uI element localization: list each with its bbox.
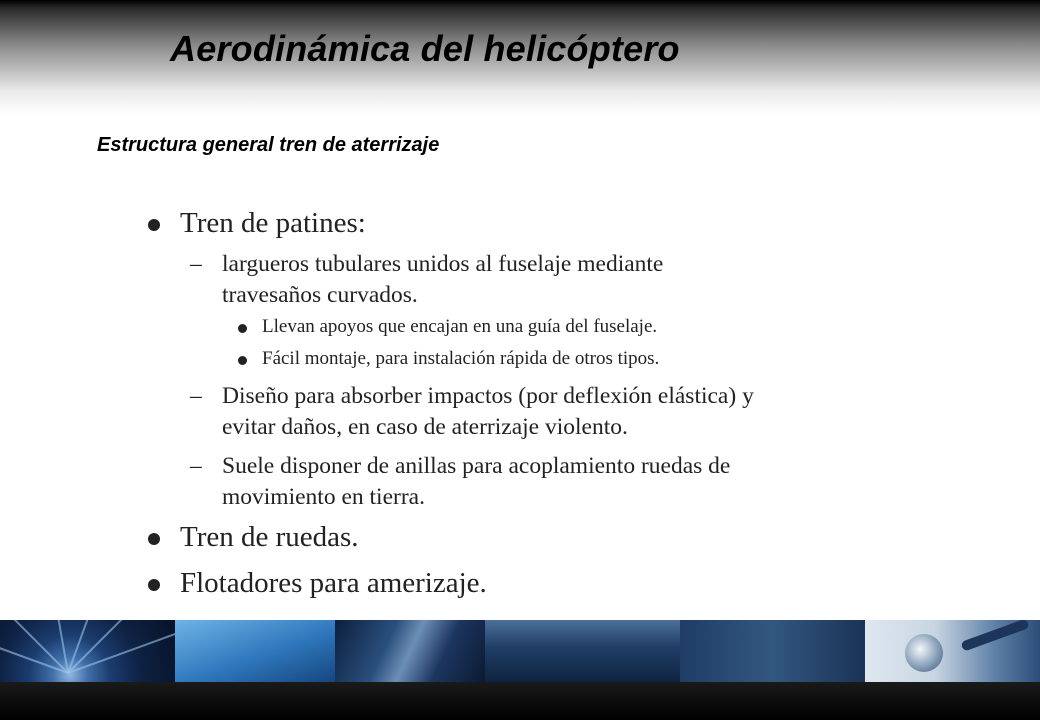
sub-item-line: movimiento en tierra. xyxy=(222,484,425,510)
bullet-text: Tren de ruedas. xyxy=(180,521,359,553)
bullet-dot-icon xyxy=(148,533,160,545)
bullet-item xyxy=(180,521,359,553)
aircraft-image xyxy=(865,620,1040,682)
compass-rose-image xyxy=(0,620,175,682)
dash-marker: – xyxy=(190,383,202,409)
bullet-text: Flotadores para amerizaje. xyxy=(180,567,487,599)
bullet-dot-icon xyxy=(238,356,247,365)
texture-image xyxy=(680,620,865,682)
sub-item-line: Diseño para absorber impactos (por deflexión elástica) y xyxy=(222,383,754,409)
dash-marker: – xyxy=(190,453,202,479)
sub-item xyxy=(190,451,942,513)
footer-bar xyxy=(0,682,1040,720)
sub-item xyxy=(190,381,942,443)
sub-item-line: largueros tubulares unidos al fuselaje mediante xyxy=(222,251,664,277)
slide-subtitle: Estructura general tren de aterrizaje xyxy=(97,134,440,156)
bullet-item xyxy=(180,207,366,239)
equipment-image xyxy=(335,620,485,682)
point-text: Fácil montaje, para instalación rápida de otros tipos. xyxy=(262,348,660,369)
point-item xyxy=(262,347,659,371)
sub-item-line: travesaños curvados. xyxy=(222,282,418,308)
point-item xyxy=(262,315,657,339)
bullet-dot-icon xyxy=(148,579,160,591)
point-text: Llevan apoyos que encajan en una guía del fuselaje. xyxy=(262,316,658,337)
globe-image xyxy=(175,620,335,682)
sub-item xyxy=(190,249,942,311)
landscape-image xyxy=(485,620,680,682)
sub-item-line: Suele disponer de anillas para acoplamiento ruedas de xyxy=(222,453,731,479)
slide-title: Aerodinámica del helicóptero xyxy=(170,28,680,69)
sub-item-line: evitar daños, en caso de aterrizaje violento. xyxy=(222,414,628,440)
slide-content xyxy=(100,190,955,647)
dash-marker: – xyxy=(190,251,202,277)
bullet-dot-icon xyxy=(148,219,160,231)
bullet-item xyxy=(180,567,487,599)
bullet-text: Tren de patines: xyxy=(180,207,366,239)
banner-image-strip xyxy=(0,620,1040,682)
bullet-dot-icon xyxy=(238,324,247,333)
